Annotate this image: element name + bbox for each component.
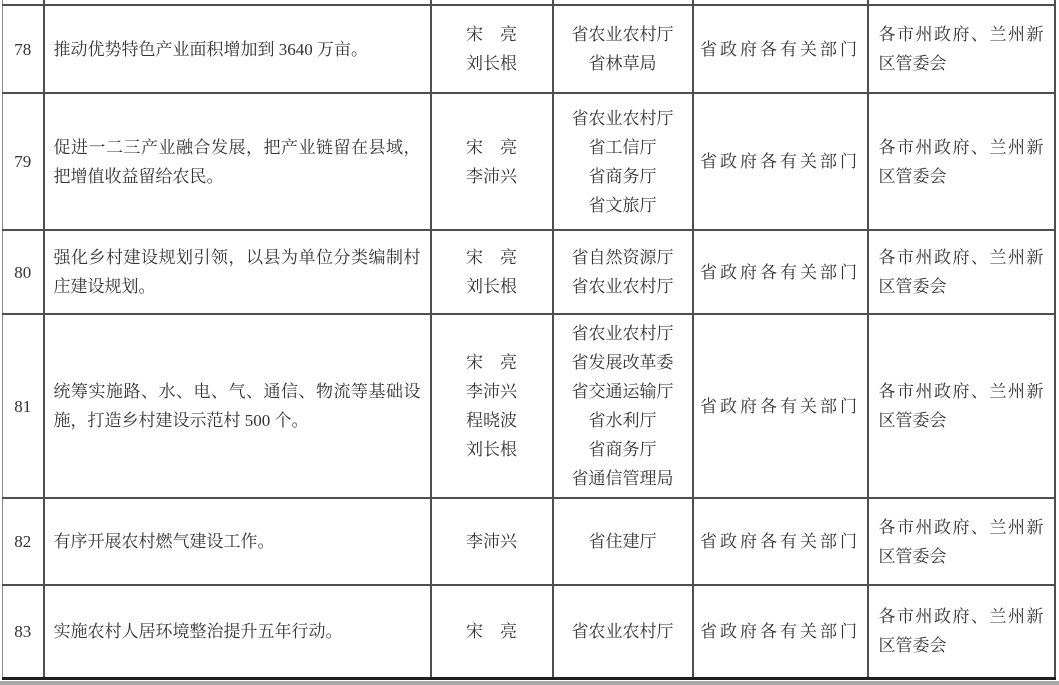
- department-name: 省林草局: [588, 54, 657, 73]
- department-name: 省商务厅: [588, 166, 657, 186]
- gov-departments-cell: 省政府各有关部门: [693, 498, 868, 585]
- department-name: 省通信管理局: [571, 469, 674, 488]
- task-cell: 推动优势特色产业面积增加到 3640 万亩。: [44, 5, 431, 93]
- task-cell: 促进一二三产业融合发展，把产业链留在县域，把增值收益留给农民。: [44, 93, 431, 230]
- gov-departments-cell: 省政府各有关部门: [693, 5, 868, 93]
- table-row: [3, 5, 1055, 93]
- row-number-cell: 78: [3, 5, 44, 93]
- person-name: 宋 亮: [466, 137, 517, 157]
- table-row: [3, 498, 1055, 585]
- departments-cell: [553, 498, 693, 585]
- page-bottom-edge: [0, 681, 1059, 685]
- names-cell: [431, 498, 553, 585]
- departments-cell: [553, 585, 693, 678]
- other-units-cell: 各市州政府、兰州新区管委会: [868, 314, 1055, 498]
- department-name: 省交通运输厅: [571, 382, 674, 401]
- task-cell: 统筹实施路、水、电、气、通信、物流等基础设施，打造乡村建设示范村 500 个。: [44, 314, 431, 498]
- departments-cell: [553, 93, 693, 230]
- gov-departments-cell: 省政府各有关部门: [693, 230, 868, 314]
- person-name: 程晓波: [466, 411, 517, 430]
- names-cell: [431, 93, 553, 230]
- departments-cell: [553, 230, 693, 314]
- department-name: 省水利厅: [588, 411, 657, 430]
- department-name: 省农业农村厅: [571, 621, 674, 641]
- other-units-cell: 各市州政府、兰州新区管委会: [868, 5, 1055, 93]
- row-number-cell: 83: [3, 585, 44, 678]
- department-name: 省农业农村厅: [571, 324, 674, 343]
- names-cell: [431, 314, 553, 498]
- gov-departments-cell: 省政府各有关部门: [693, 93, 868, 230]
- names-cell: [431, 230, 553, 314]
- person-name: 宋 亮: [466, 25, 517, 44]
- person-name: 刘长根: [466, 277, 517, 296]
- other-units-cell: 各市州政府、兰州新区管委会: [868, 230, 1055, 314]
- row-number-cell: 80: [3, 230, 44, 314]
- task-cell: 有序开展农村燃气建设工作。: [44, 498, 431, 585]
- person-name: 李沛兴: [466, 382, 517, 401]
- departments-cell: [553, 314, 693, 498]
- department-name: 省农业农村厅: [571, 25, 674, 44]
- task-cell: 强化乡村建设规划引领，以县为单位分类编制村庄建设规划。: [44, 230, 431, 314]
- table-row: [3, 585, 1055, 678]
- department-name: 省住建厅: [588, 532, 657, 551]
- person-name: 宋 亮: [466, 621, 517, 641]
- names-cell: [431, 5, 553, 93]
- table-row: [3, 230, 1055, 314]
- other-units-cell: 各市州政府、兰州新区管委会: [868, 498, 1055, 585]
- person-name: 李沛兴: [466, 532, 517, 551]
- task-cell: 实施农村人居环境整治提升五年行动。: [44, 585, 431, 678]
- table-row: [3, 93, 1055, 230]
- gov-departments-cell: 省政府各有关部门: [693, 314, 868, 498]
- department-name: 省商务厅: [588, 440, 657, 459]
- person-name: 宋 亮: [466, 353, 517, 372]
- other-units-cell: 各市州政府、兰州新区管委会: [868, 585, 1055, 678]
- person-name: 李沛兴: [466, 166, 517, 186]
- person-name: 刘长根: [466, 54, 517, 73]
- person-name: 刘长根: [466, 440, 517, 459]
- other-units-cell: 各市州政府、兰州新区管委会: [868, 93, 1055, 230]
- table-row: [3, 314, 1055, 498]
- departments-cell: [553, 5, 693, 93]
- person-name: 宋 亮: [466, 248, 517, 267]
- row-number-cell: 82: [3, 498, 44, 585]
- department-name: 省工信厅: [588, 137, 657, 157]
- document-table: [2, 0, 1056, 680]
- department-name: 省发展改革委: [571, 353, 674, 372]
- gov-departments-cell: 省政府各有关部门: [693, 585, 868, 678]
- department-name: 省农业农村厅: [571, 277, 674, 296]
- department-name: 省文旅厅: [588, 195, 657, 215]
- row-number-cell: 81: [3, 314, 44, 498]
- department-name: 省农业农村厅: [571, 108, 674, 128]
- names-cell: [431, 585, 553, 678]
- row-number-cell: 79: [3, 93, 44, 230]
- department-name: 省自然资源厅: [571, 248, 674, 267]
